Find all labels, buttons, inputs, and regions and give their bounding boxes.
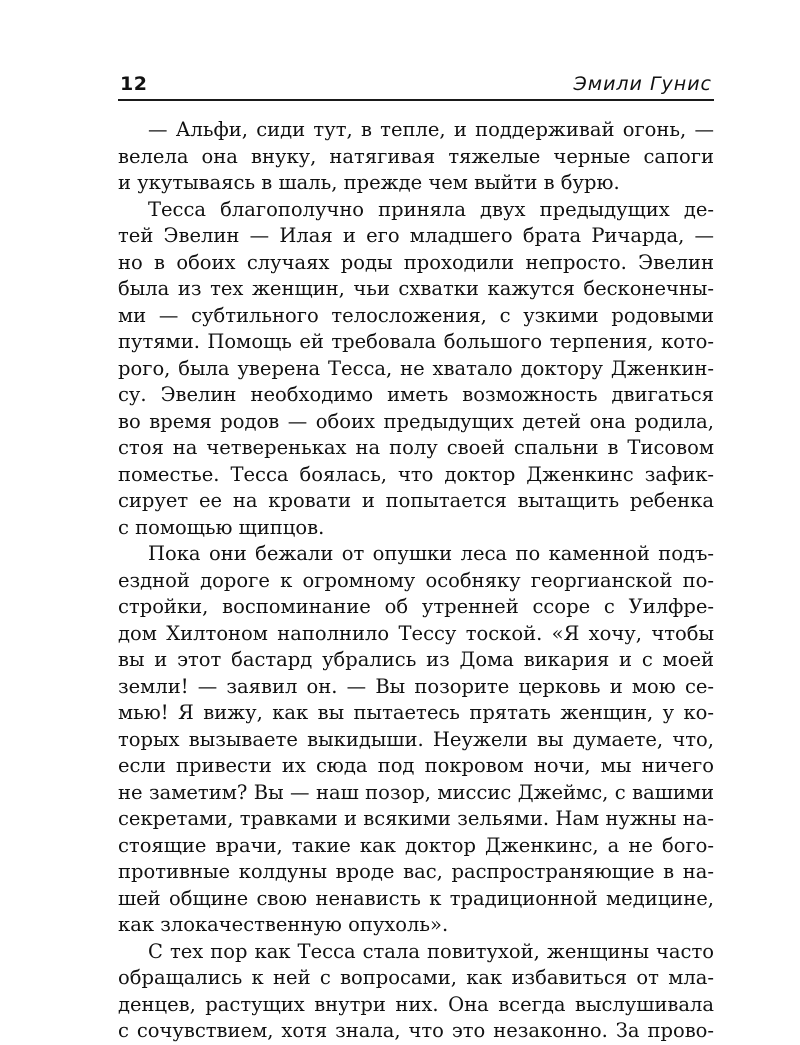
page-number: 12: [120, 73, 148, 95]
text-line: противные колдуны вроде вас, распространяющие в на-: [118, 860, 714, 883]
author-name: Эмили Гунис: [573, 73, 712, 95]
text-line: обращались к ней с вопросами, как избавиться от мла-: [118, 966, 714, 989]
text-line: дом Хилтоном наполнило Тессу тоской. «Я хочу, чтобы: [118, 621, 714, 645]
text-line: не заметим? Вы — наш позор, миссис Джеймс, с вашими: [118, 780, 714, 804]
text-line: секретами, травками и всякими зельями. Нам нужны на-: [118, 807, 714, 830]
text-line: велела она внуку, натягивая тяжелые черные сапоги: [118, 144, 714, 168]
text-line: и укутываясь в шаль, прежде чем выйти в бурю.: [118, 171, 620, 194]
paragraph: [118, 541, 714, 939]
text-line: — Альфи, сиди тут, в тепле, и поддерживай огонь, —: [148, 118, 714, 141]
text-line: вы и этот бастард убрались из Дома викария и с моей: [118, 648, 714, 671]
text-line: торых вызываете выкидыши. Неужели вы думаете, что,: [118, 727, 714, 751]
text-line: денцев, растущих внутри них. Она всегда выслушивала: [118, 992, 714, 1016]
text-line: если привести их сюда под покровом ночи, мы ничего: [118, 754, 714, 777]
text-line: стоя на четвереньках на полу своей спальни в Тисовом: [118, 436, 714, 459]
paragraph: [118, 197, 714, 542]
paragraph: [118, 939, 714, 1045]
text-line: во время родов — обоих предыдущих детей она родила,: [118, 409, 714, 433]
text-line: ми — субтильного телосложения, с узкими родовыми: [118, 303, 714, 327]
text-line: с помощью щипцов.: [118, 515, 325, 539]
text-line: путями. Помощь ей требовала большого терпения, кото-: [118, 330, 714, 353]
text-line: сирует ее на кровати и попытается вытащить ребенка: [118, 489, 714, 512]
text-line: шей общине свою ненависть к традиционной медицине,: [118, 886, 714, 910]
text-line: как злокачественную опухоль».: [118, 913, 449, 936]
text-line: тей Эвелин — Илая и его младшего брата Ричарда, —: [118, 224, 714, 247]
text-line: мью! Я вижу, как вы пытаетесь прятать женщин, у ко-: [118, 701, 714, 724]
text-line: стоящие врачи, такие как доктор Дженкинс, а не бого-: [118, 833, 714, 857]
text-line: рого, была уверена Тесса, не хватало доктору Дженкин-: [118, 356, 714, 380]
text-line: с сочувствием, хотя знала, что это незаконно. За прово-: [118, 1019, 714, 1042]
paragraph: [118, 117, 714, 197]
text-line: Пока они бежали от опушки леса по каменной подъ-: [148, 542, 714, 565]
text-line: поместье. Тесса боялась, что доктор Дженкинс зафик-: [118, 462, 714, 486]
running-head: [118, 69, 714, 101]
text-line: С тех пор как Тесса стала повитухой, женщины часто: [148, 939, 714, 963]
text-line: стройки, воспоминание об утренней ссоре с Уилфре-: [118, 595, 714, 618]
text-line: была из тех женщин, чьи схватки кажутся бесконечны-: [118, 277, 714, 300]
text-line: Тесса благополучно приняла двух предыдущих де-: [148, 197, 714, 221]
body-text: [118, 117, 714, 1045]
text-line: ездной дороге к огромному особняку георгианской по-: [118, 568, 714, 592]
text-line: су. Эвелин необходимо иметь возможность двигаться: [118, 383, 714, 406]
text-line: но в обоих случаях роды проходили непросто. Эвелин: [118, 250, 714, 274]
text-line: земли! — заявил он. — Вы позорите церковь и мою се-: [118, 674, 714, 698]
